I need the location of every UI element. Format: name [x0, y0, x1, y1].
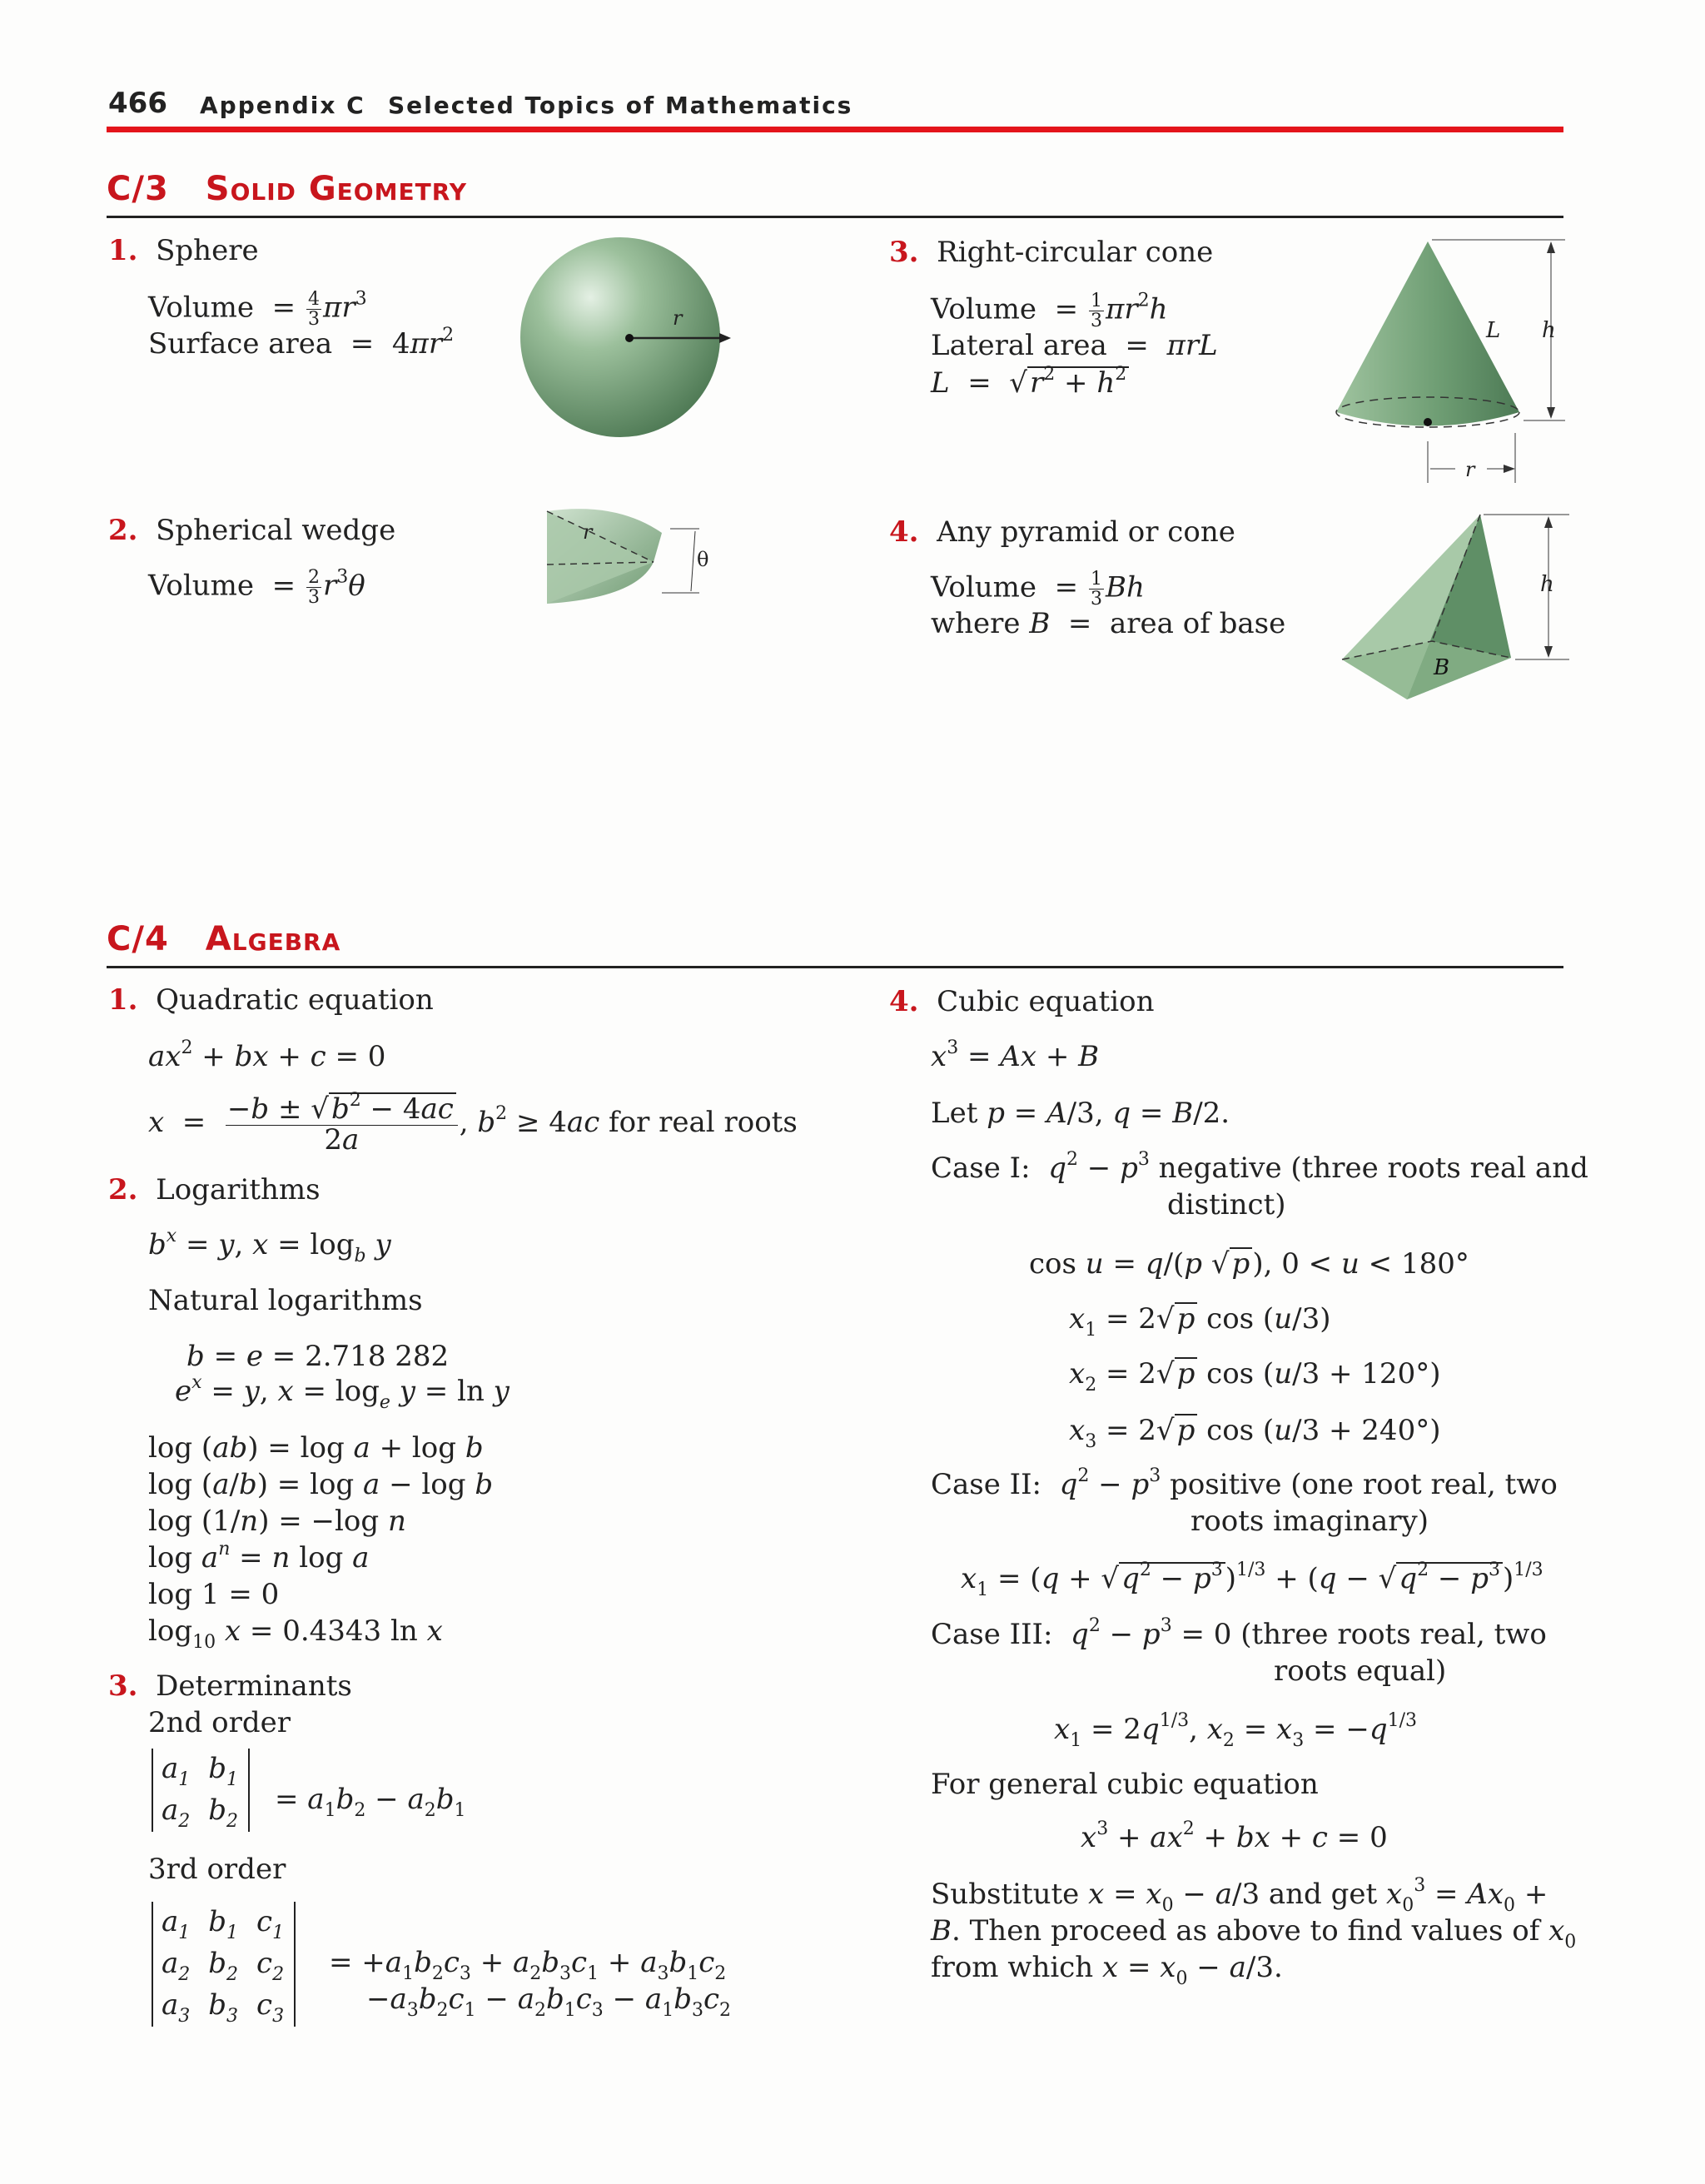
cone-slant: $L = √r^2 + h^2$ [931, 366, 1129, 399]
determinants-heading: 3. Determinants [108, 1669, 352, 1703]
pyramid-heading: 4. Any pyramid or cone [889, 515, 1235, 549]
quadratic-equation: $ax^2$ + bx + c = 0 [148, 1037, 386, 1073]
determinant-2x2: $a_1$ $b_1$ $a_2$ $b_2$ [152, 1749, 250, 1832]
substitute-line2: B. Then proceed as above to find values of $x_0$ [931, 1914, 1577, 1953]
sphere-r-label: r [673, 306, 683, 330]
log-reciprocal: log (1/n) = −log n [148, 1505, 406, 1538]
cubic-equation: $x^3 = Ax + B$ [931, 1037, 1100, 1073]
pyramid-figure [1332, 508, 1582, 708]
cone-r-label: r [1465, 458, 1475, 481]
general-cubic-equation: $x^3 + ax^2$ + bx + c = 0 [1081, 1818, 1388, 1854]
sphere-figure [516, 233, 741, 450]
sphere-surface: Surface area = $4\pi r^2$ [148, 325, 455, 361]
pyramid-where: where B = area of base [931, 607, 1286, 640]
cubic-heading: 4. Cubic equation [889, 985, 1155, 1018]
case1-x1: $x_1 = 2√p$ cos (u/3) [1069, 1302, 1331, 1341]
log10-conversion: $\log_{10} x = 0.4343$ ln x [148, 1614, 443, 1653]
section-number: C/3 [107, 170, 169, 208]
wedge-theta-label: θ [697, 548, 709, 571]
substitute-line1: Substitute $x = x_0 - a/3$ and get $x_0^3 = Ax_0$ + [931, 1875, 1548, 1916]
section-title: Solid Geometry [205, 170, 467, 208]
wedge-r-label: r [583, 520, 593, 544]
log-product: log (ab) = log a + log b [148, 1431, 484, 1465]
case3-roots: $x_1 = 2q^{1/3}$, $x_2 = x_3 = -q^{1/3}$ [1054, 1710, 1417, 1751]
quadratic-heading: 1. Quadratic equation [108, 983, 434, 1017]
wedge-heading: 2. Spherical wedge [108, 514, 396, 547]
pyramid-h-label: h [1540, 572, 1554, 597]
header-title: Selected Topics of Mathematics [388, 92, 853, 119]
case2-x1: $x_1 = (q + √q^2 - p^3)^{1/3} + (q - √q^2 - p^3)^{1/3}$ [961, 1560, 1543, 1600]
header-rule [107, 127, 1563, 132]
section-c4-heading [107, 920, 341, 958]
determinant-2x2-value: = $a_1b_2 - a_2b_1$ [275, 1783, 466, 1821]
case1-x2: $x_2 = 2√p$ cos (u/3 + 120°) [1069, 1357, 1441, 1395]
second-order-label: 2nd order [148, 1706, 291, 1739]
cone-figure [1324, 233, 1582, 491]
case2-line2: roots imaginary) [1191, 1505, 1429, 1538]
cubic-let: Let p = A/3, q = B/2. [931, 1097, 1230, 1130]
general-cubic-label: For general cubic equation [931, 1768, 1319, 1801]
section-rule [107, 966, 1563, 968]
natural-log-def: $e^x = y$, $x = \log_e y = \ln y$ [175, 1372, 510, 1413]
sphere-heading: 1. Sphere [108, 234, 259, 267]
cone-lateral: Lateral area = πrL [931, 329, 1218, 362]
pyramid-B-label: B [1434, 655, 1450, 680]
substitute-line3: from which $x = x_0 - a/3$. [931, 1951, 1283, 1989]
section-c3-heading [107, 170, 467, 208]
determinant-3x3-line1: = $+a_1b_2c_3 + a_2b_3c_1 + a_3b_1c_2$ [329, 1946, 727, 1984]
natural-logs-label: Natural logarithms [148, 1284, 423, 1317]
case1-cos: cos u = q/(p √p), 0 < u < 180° [1029, 1247, 1469, 1281]
wedge-figure [537, 500, 720, 612]
cone-heading: 3. Right-circular cone [889, 236, 1214, 269]
case3-line1: Case III: $q^2 - p^3 = 0$ (three roots real, two [931, 1615, 1547, 1651]
log-quotient: log (a/b) = log a − log b [148, 1468, 494, 1501]
cone-h-label: h [1542, 318, 1556, 343]
case1-line2: distinct) [1167, 1188, 1286, 1221]
log-definition: $b^x = y$, $x = \log_b y$ [148, 1226, 391, 1266]
determinant-3x3: $a_1$ $b_1$ $c_1$ $a_2$ $b_2$ $c_2$ $a_3$ $b_3$ $c_3$ [152, 1902, 296, 2027]
sphere-volume: Volume = $\frac{4}{3}$ $\pi r^3$ [148, 288, 367, 331]
pyramid-volume: Volume = $\frac{1}{3}$ Bh [931, 569, 1145, 610]
wedge-volume: Volume = $\frac{2}{3}$ $r^3\theta$ [148, 566, 365, 609]
third-order-label: 3rd order [148, 1853, 286, 1886]
cone-volume: Volume = $\frac{1}{3}$ $\pi r^2h$ [931, 290, 1168, 332]
cone-L-label: L [1486, 318, 1501, 343]
section-title: Algebra [205, 920, 341, 958]
case1-line1: Case I: $q^2 - p^3$ negative (three roots real and [931, 1149, 1588, 1185]
case1-x3: $x_3 = 2√p$ cos (u/3 + 240°) [1069, 1414, 1441, 1452]
case3-line2: roots equal) [1274, 1654, 1447, 1688]
determinant-3x3-line2: $-a_3b_2c_1 - a_2b_1c_3 - a_1b_3c_2$ [366, 1983, 731, 2021]
quadratic-formula: x = $\frac{-b \pm √b^2 - 4ac}{2a}$ , $b^2 \ge 4ac$ for real roots [148, 1090, 798, 1157]
page-number: 466 [108, 87, 167, 120]
log-one: log 1 = 0 [148, 1578, 280, 1611]
appendix-label: Appendix C [200, 92, 365, 119]
section-number: C/4 [107, 920, 169, 958]
case2-line1: Case II: $q^2 - p^3$ positive (one root real, two [931, 1465, 1558, 1501]
section-rule [107, 216, 1563, 218]
log-power: $\log a^n = n$ log a [148, 1539, 370, 1575]
e-value: b = e = 2.718 282 [186, 1340, 450, 1373]
logs-heading: 2. Logarithms [108, 1173, 321, 1206]
